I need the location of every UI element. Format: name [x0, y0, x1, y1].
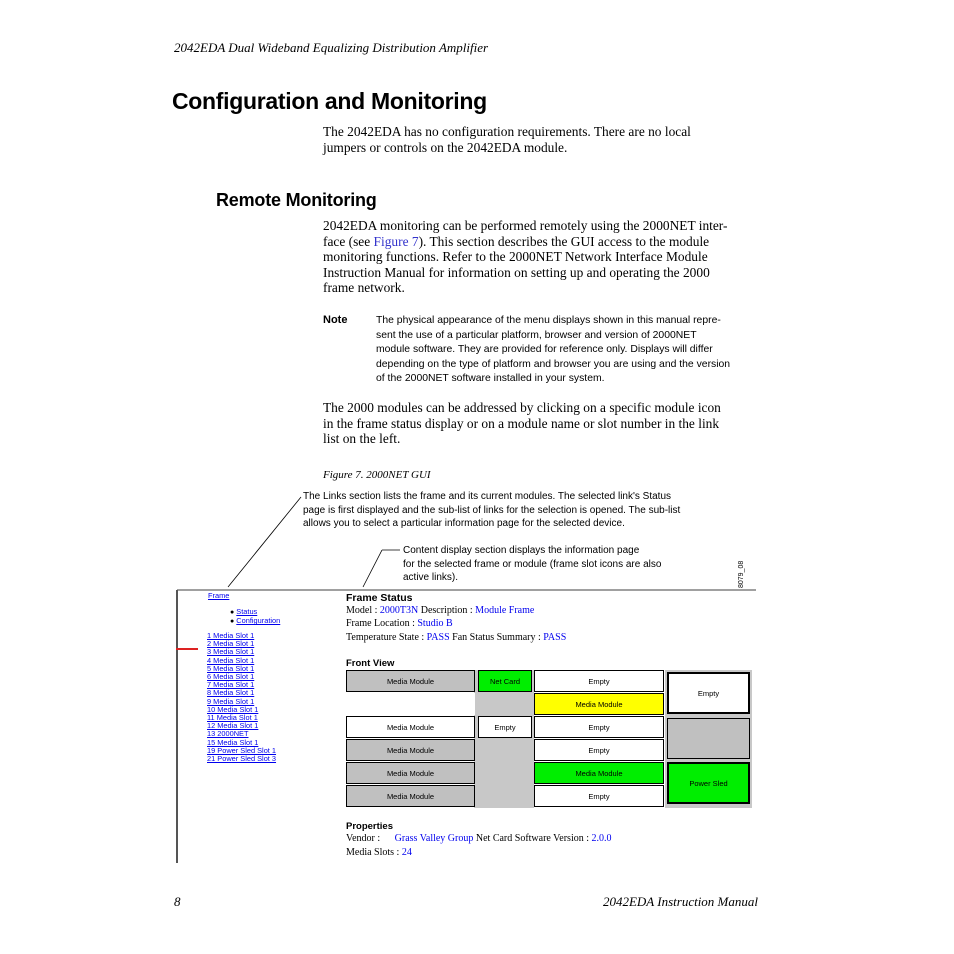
note-label: Note: [323, 314, 348, 326]
slot-power-sled[interactable]: Power Sled: [667, 762, 750, 804]
model-value: 2000T3N: [379, 605, 419, 616]
nav-slot-link[interactable]: 12 Media Slot 1: [207, 721, 259, 731]
nav-slot-link[interactable]: 7 Media Slot 1: [207, 680, 255, 690]
description-value: Module Frame: [475, 605, 535, 616]
content-leader-line: [363, 550, 382, 587]
figure-id: 8079_08: [738, 560, 745, 588]
nav-configuration-link[interactable]: Configuration: [236, 616, 281, 626]
slot-media-module[interactable]: Media Module: [346, 785, 475, 807]
nav-slot-link[interactable]: 4 Media Slot 1: [207, 655, 255, 665]
page-number: 8: [174, 894, 181, 909]
nav-slot-link[interactable]: 8 Media Slot 1: [207, 688, 255, 698]
content-callout: Content display section displays the information page for the selected frame or module (frame slot icons are also active links).: [403, 545, 662, 584]
nav-status-link[interactable]: Status: [236, 607, 258, 616]
sidebar-divider: [176, 590, 178, 863]
slot-empty[interactable]: Empty: [534, 785, 664, 807]
temperature-value: PASS: [426, 632, 450, 643]
slot-blank: [667, 718, 750, 759]
fan-status-value: PASS: [543, 632, 567, 643]
media-slots-value: 24: [401, 847, 412, 858]
location-row: Frame Location : Studio B: [346, 618, 453, 629]
slot-media-module[interactable]: Media Module: [346, 716, 475, 738]
nav-slot-link[interactable]: 9 Media Slot 1: [207, 696, 255, 706]
bullet-icon: ●: [230, 609, 235, 616]
slot-empty[interactable]: Empty: [534, 716, 664, 738]
properties-title: Properties: [346, 821, 393, 832]
bullet-icon: ●: [230, 618, 235, 626]
nav-sublist: [230, 608, 280, 626]
nav-slot-link[interactable]: 10 Media Slot 1: [207, 704, 259, 714]
section-title: Configuration and Monitoring: [172, 88, 487, 114]
nav-frame-link[interactable]: Frame: [208, 591, 230, 600]
note-text: The physical appearance of the menu displays shown in this manual repre- sent the use of a particular platform, browser and version of 2000NET module software. They are provided for reference only. Displays will differ depending on the type of platform and browser you are using and the version of the 2000NET software installed in your system.: [376, 315, 731, 384]
vendor-row: Vendor : Grass Valley Group Net Card Software Version : 2.0.0: [346, 833, 612, 844]
slot-empty[interactable]: Empty: [667, 672, 750, 714]
slot-media-module-warning[interactable]: Media Module: [534, 693, 664, 715]
addressing-paragraph: The 2000 modules can be addressed by clicking on a specific module icon in the frame status display or on a module name or slot number in the link list on the left.: [323, 400, 721, 447]
nav-slot-link[interactable]: 21 Power Sled Slot 3: [207, 754, 277, 764]
links-leader-line: [228, 497, 301, 587]
figure-7-link[interactable]: Figure 7: [373, 233, 419, 249]
subsection-title: Remote Monitoring: [216, 190, 377, 210]
location-value: Studio B: [417, 618, 453, 629]
vendor-value: Grass Valley Group: [394, 833, 474, 844]
slot-empty[interactable]: Empty: [534, 739, 664, 761]
slot-media-module-ok[interactable]: Media Module: [534, 762, 664, 784]
front-view-title: Front View: [346, 658, 395, 669]
status-row: Temperature State : PASS Fan Status Summary : PASS: [346, 632, 567, 643]
slot-media-module[interactable]: Media Module: [346, 670, 475, 692]
slot-empty[interactable]: Empty: [478, 716, 532, 738]
software-version-value: 2.0.0: [591, 833, 612, 844]
nav-slot-link[interactable]: 15 Media Slot 1: [207, 737, 259, 747]
frame-status-title: Frame Status: [346, 592, 413, 604]
slot-media-module[interactable]: Media Module: [346, 762, 475, 784]
selection-marker: [176, 648, 198, 650]
nav-slot-link[interactable]: 1 Media Slot 1: [207, 631, 255, 640]
footer-manual-title: 2042EDA Instruction Manual: [602, 894, 758, 909]
monitoring-paragraph: 2042EDA monitoring can be performed remotely using the 2000NET inter- face (see Figure 7). This section describes the GUI access to the module monitoring functions. Refer to the 2000NET Network Interface Module Instruction Manual for information on setting up and operating the 2000 frame network.: [323, 218, 728, 296]
nav-slot-list: [207, 632, 276, 763]
nav-slot-link[interactable]: 19 Power Sled Slot 1: [207, 745, 277, 755]
nav-slot-link[interactable]: 6 Media Slot 1: [207, 672, 255, 682]
nav-slot-link[interactable]: 3 Media Slot 1: [207, 647, 255, 657]
slot-blank: [346, 693, 475, 715]
nav-slot-link[interactable]: 5 Media Slot 1: [207, 663, 255, 673]
links-callout: The Links section lists the frame and its current modules. The selected link's Status page is first displayed and the sub-list of links for the selection is opened. The sub-list allows you to select a particular information page for the selected device.: [303, 491, 681, 530]
figure-caption: Figure 7. 2000NET GUI: [323, 469, 431, 481]
intro-paragraph: The 2042EDA has no configuration requirements. There are no local jumpers or controls on the 2042EDA module.: [323, 124, 691, 155]
nav-slot-link[interactable]: 2 Media Slot 1: [207, 639, 255, 649]
media-slots-row: Media Slots : 24: [346, 847, 412, 858]
slot-media-module[interactable]: Media Module: [346, 739, 475, 761]
model-row: Model : 2000T3N Description : Module Frame: [346, 605, 535, 616]
nav-slot-link[interactable]: 13 2000NET: [207, 729, 249, 739]
running-header: 2042EDA Dual Wideband Equalizing Distribution Amplifier: [174, 40, 489, 55]
nav-slot-link[interactable]: 11 Media Slot 1: [207, 713, 258, 723]
slot-net-card[interactable]: Net Card: [478, 670, 532, 692]
slot-empty[interactable]: Empty: [534, 670, 664, 692]
